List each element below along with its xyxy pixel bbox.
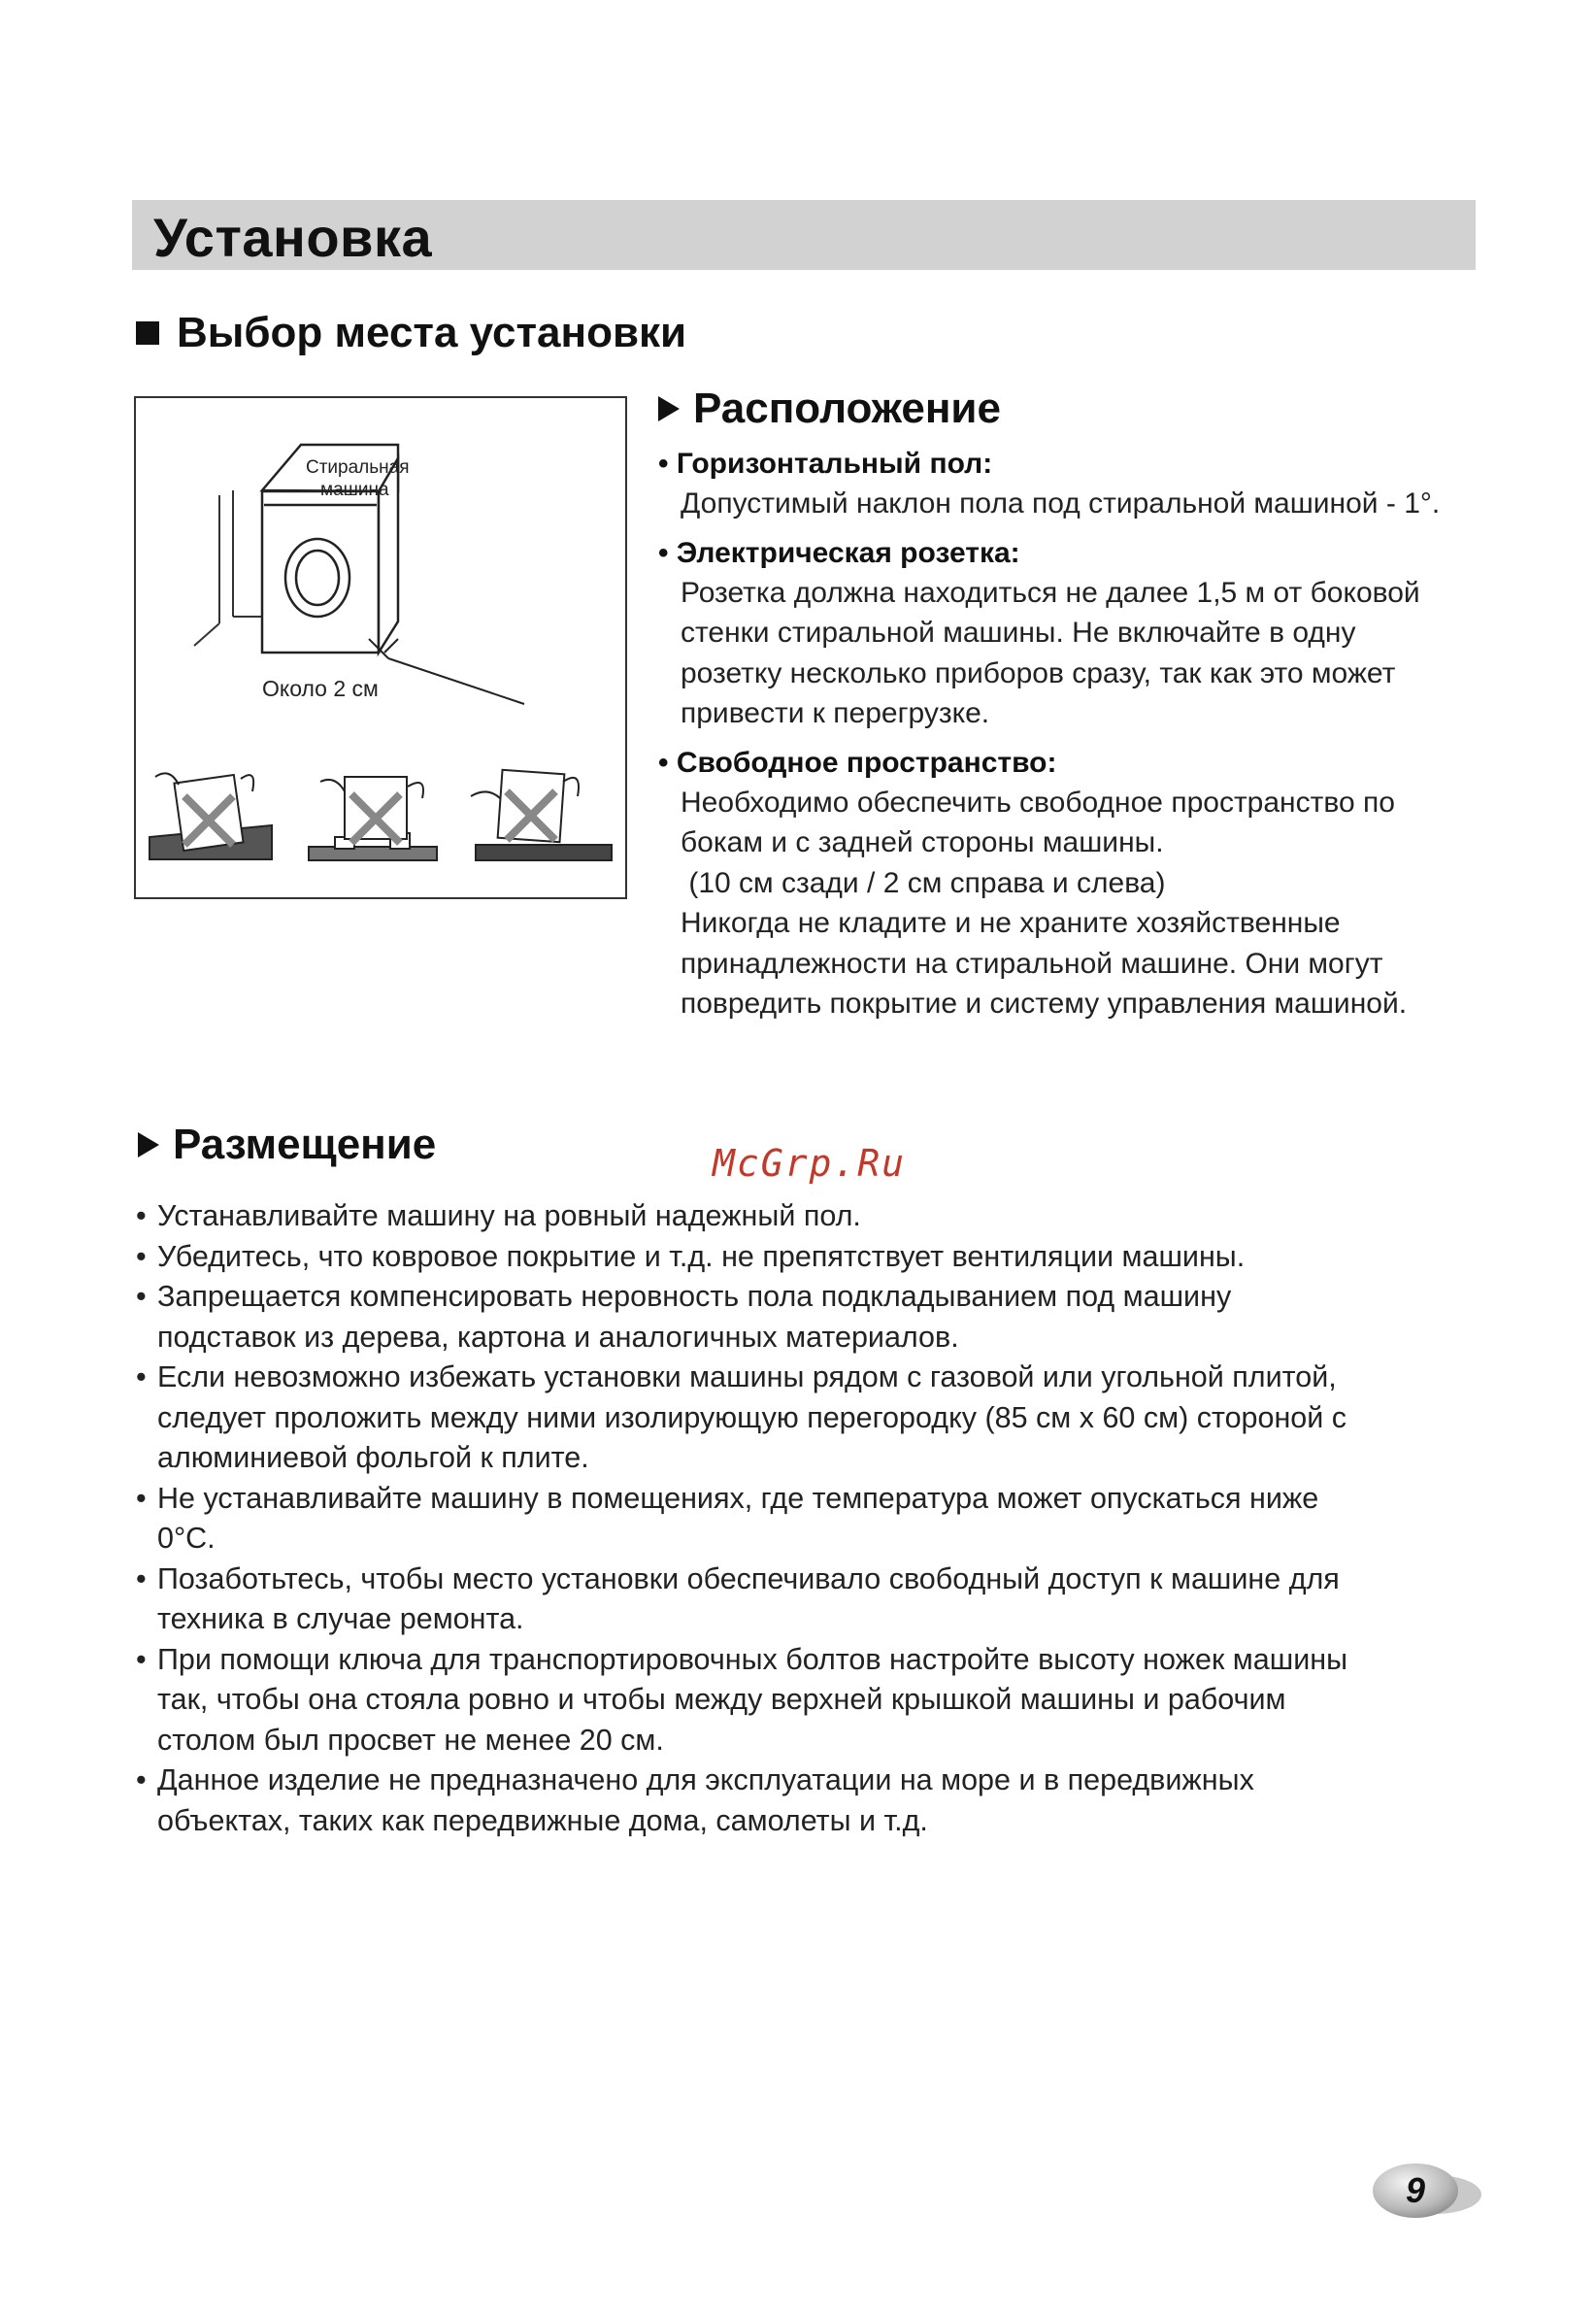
list-item-line: Данное изделие не предназначено для эксплуатации на море и в передвижных	[157, 1763, 1254, 1796]
list-item-line: алюминиевой фольгой к плите.	[157, 1441, 589, 1474]
gap-label: Около 2 см	[262, 676, 379, 701]
item-text-line: бокам и с задней стороны машины.	[681, 826, 1164, 858]
placement-heading-text: Размещение	[173, 1121, 437, 1168]
bad-example-tilted-floor	[150, 773, 272, 859]
list-item: • Убедитесь, что ковровое покрытие и т.д. не препятствует вентиляции машины.	[136, 1237, 1495, 1278]
item-text-line: стенки стиральной машины. Не включайте в одну	[681, 617, 1356, 649]
list-item: • Не устанавливайте машину в помещениях, где температура может опускаться ниже 0°C.	[136, 1479, 1495, 1559]
location-item-space	[658, 744, 1493, 1024]
list-item-line: техника в случае ремонта.	[157, 1602, 524, 1635]
installation-illustration	[136, 398, 624, 896]
item-text-line: Необходимо обеспечить свободное пространство по	[681, 786, 1395, 819]
triangle-bullet-icon	[138, 1132, 159, 1157]
bad-example-unstable-floor	[471, 770, 612, 860]
section-heading	[136, 309, 686, 357]
list-item-line: Позаботьтесь, чтобы место установки обеспечивало свободный доступ к машине для	[157, 1561, 1340, 1595]
page-number: 9	[1405, 2170, 1426, 2210]
list-item-line: Устанавливайте машину на ровный надежный пол.	[157, 1199, 861, 1232]
location-heading	[658, 385, 1001, 433]
page-title-bar	[132, 200, 1476, 270]
list-item-line: При помощи ключа для транспортировочных болтов настройте высоту ножек машины	[157, 1642, 1348, 1676]
machine-label-line1: Стиральная	[306, 457, 410, 478]
list-item: • Данное изделие не предназначено для эксплуатации на море и в передвижных объектах, таких как передвижные дома, самолеты и т.д.	[136, 1761, 1495, 1841]
list-item: • Позаботьтесь, чтобы место установки обеспечивало свободный доступ к машине для техника в случае ремонта.	[136, 1559, 1495, 1640]
item-heading: • Свободное пространство:	[658, 746, 1057, 779]
placement-list	[136, 1196, 1495, 1841]
list-item-line: Если невозможно избежать установки машины рядом с газовой или угольной плитой,	[157, 1360, 1337, 1393]
section-title: Выбор места установки	[177, 309, 687, 356]
item-heading: • Электрическая розетка:	[658, 536, 1020, 569]
list-item-line: подставок из дерева, картона и аналогичных материалов.	[157, 1320, 959, 1354]
list-item-line: Не устанавливайте машину в помещениях, где температура может опускаться ниже	[157, 1481, 1319, 1515]
item-text-line: Допустимый наклон пола под стиральной машиной - 1°.	[681, 487, 1441, 520]
list-item-line: 0°C.	[157, 1522, 216, 1555]
square-bullet-icon	[136, 321, 159, 345]
location-heading-text: Расположение	[693, 385, 1001, 432]
list-item: • Если невозможно избежать установки машины рядом с газовой или угольной плитой, следует проложить между ними изолирующую перегородку (85 см x 60 см) стороной с алюминиевой фольгой к плите.	[136, 1358, 1495, 1479]
item-text-line: Розетка должна находиться не далее 1,5 м от боковой	[681, 576, 1420, 609]
location-list	[658, 445, 1493, 1034]
list-item: • Запрещается компенсировать неровность пола подкладыванием под машину подставок из дерева, картона и аналогичных материалов.	[136, 1277, 1495, 1358]
list-item: • Устанавливайте машину на ровный надежный пол.	[136, 1196, 1495, 1237]
list-item-line: столом был просвет не менее 20 см.	[157, 1723, 664, 1757]
page-title: Установка	[153, 207, 433, 268]
machine-label-line2: машина	[320, 480, 389, 500]
list-item-line: Запрещается компенсировать неровность пола подкладыванием под машину	[157, 1280, 1232, 1313]
installation-figure	[134, 396, 627, 899]
item-heading: • Горизонтальный пол:	[658, 448, 993, 480]
item-text-line: принадлежности на стиральной машине. Они могут	[681, 947, 1383, 980]
list-item-line: следует проложить между ними изолирующую перегородку (85 см x 60 см) стороной с	[157, 1400, 1347, 1434]
item-text-line: Никогда не кладите и не храните хозяйственные	[681, 907, 1341, 939]
gap-marker	[369, 639, 524, 704]
placement-heading	[138, 1121, 436, 1169]
list-item-line: Убедитесь, что ковровое покрытие и т.д. не препятствует вентиляции машины.	[157, 1239, 1246, 1273]
location-item-socket	[658, 534, 1493, 734]
list-item-line: объектах, таких как передвижные дома, самолеты и т.д.	[157, 1803, 928, 1837]
item-text-line: привести к перегрузке.	[681, 697, 990, 729]
list-item-line: так, чтобы она стояла ровно и чтобы между верхней крышкой машины и рабочим	[157, 1683, 1286, 1716]
location-item-floor	[658, 445, 1493, 524]
triangle-bullet-icon	[658, 396, 680, 421]
item-text-line: повредить покрытие и систему управления машиной.	[681, 988, 1408, 1020]
page-number-badge	[1359, 2158, 1485, 2226]
bad-example-uneven-support	[309, 777, 437, 860]
watermark: McGrp.Ru	[713, 1142, 907, 1185]
item-text-line: (10 см сзади / 2 см справа и слева)	[681, 866, 1166, 899]
item-text-line: розетку несколько приборов сразу, так как это может	[681, 656, 1396, 689]
list-item: • При помощи ключа для транспортировочных болтов настройте высоту ножек машины так, чтобы она стояла ровно и чтобы между верхней крышкой машины и рабочим столом был просвет не менее 20 см.	[136, 1640, 1495, 1761]
